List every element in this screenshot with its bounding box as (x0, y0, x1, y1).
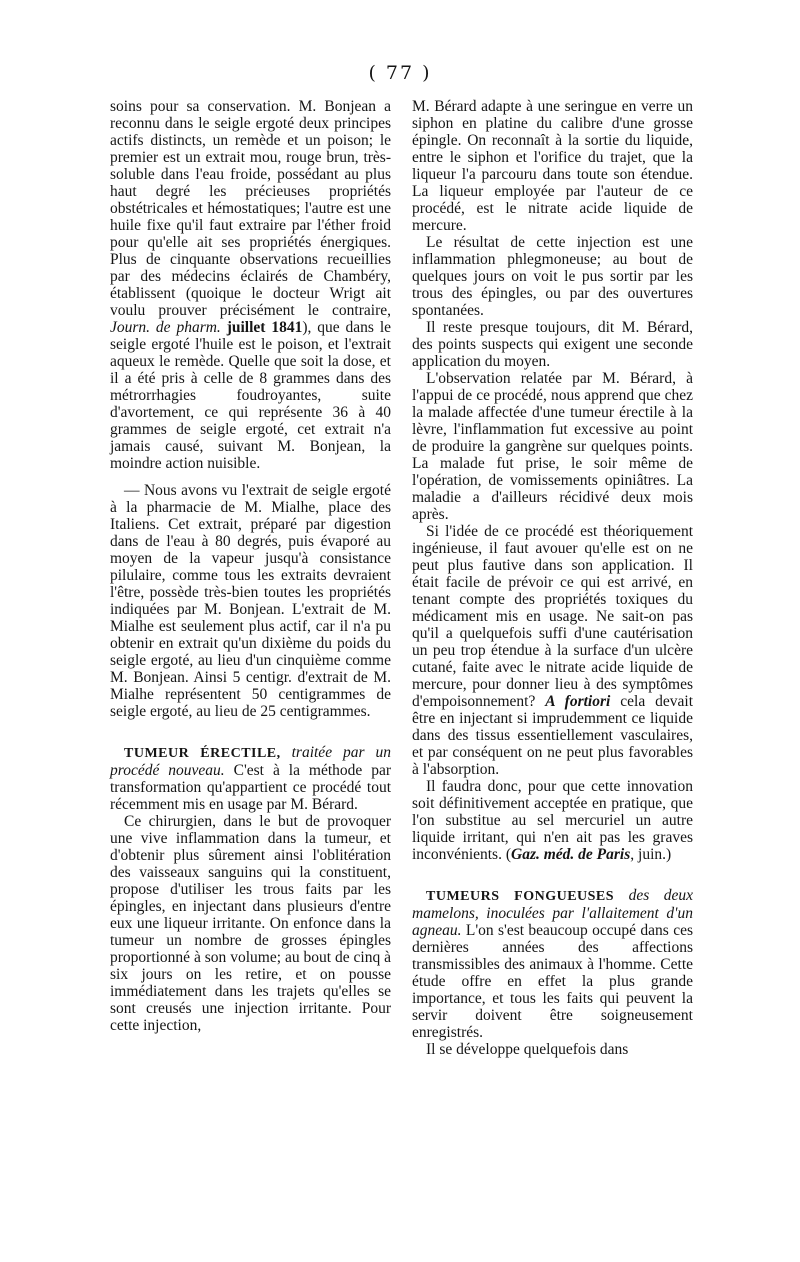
section-heading-subtitle: traitée par un procédé nouveau. (110, 744, 391, 779)
paragraph-text: L'on s'est beaucoup occupé dans ces dernières années des affections transmissibles des animaux à l'homme. Cette étude offre en effet la plus grande importance, et tous les faits qui peuvent la servir doivent être soigneusement enregistrés. (412, 922, 693, 1041)
paragraph-text: soins pour sa conservation. M. Bonjean a reconnu dans le seigle ergoté deux principes actifs distincts, un remède et un poison; le premier est un extrait mou, rouge brun, très-soluble dans l'eau froide, possédant au plus haut degré les précieuses propriétés obstétricales et hémostatiques; l'autre est une huile fixe qu'il faut extraire par l'éther froid pour qu'elle ait ses propriétés énergiques. Plus de cinquante observations recueillies par des médecins éclairés de Chambéry, établissent (quoique le docteur Wrigt ait voulu prouver précisément le contraire, (110, 98, 391, 319)
paragraph (110, 98, 391, 472)
paragraph: Ce chirurgien, dans le but de provoquer une vive inflammation dans la tumeur, et d'obtenir plus sûrement ainsi l'oblitération des vaisseaux sanguins qui la constituent, propose d'utiliser les trous faits par les épingles, en injectant dans plusieurs d'entre eux une liqueur irritante. On enfonce dans la tumeur un nombre de grosses épingles proportionné à son volume; au bout de cinq à six jours on les retire, et on pousse immédiatement dans les trajets qu'elles se sont creusés une injection irritante. Pour cette injection, (110, 813, 391, 1034)
reference-date: juillet 1841 (226, 319, 303, 336)
paragraph-text: Si l'idée de ce procédé est théoriquement ingénieuse, il faut avouer qu'elle est on ne peut plus fautive dans son application. Il était facile de prévoir ce qui est arrivé, en tenant compte des propriétés toxiques du médicament mis en usage. Ne sait-on pas qu'il a quelquefois suffi d'une cautérisation un peu trop étendue à la surface d'un ulcère cutané, faite avec le nitrate acide liquide de mercure, pour donner lieu à des symptômes d'empoisonnement? (412, 523, 693, 710)
paragraph: Le résultat de cette injection est une inflammation phlegmoneuse; au bout de quelques jours on voit le pus sortir par les trous des épingles, ou par des ouvertures spontanées. (412, 234, 693, 319)
paragraph: Il reste presque toujours, dit M. Bérard, des points suspects qui exigent une seconde application du moyen. (412, 319, 693, 370)
journal-reference: Journ. de pharm. (110, 319, 221, 336)
page-number: ( 77 ) (368, 62, 432, 84)
paragraph: L'observation relatée par M. Bérard, à l'appui de ce procédé, nous apprend que chez la malade affectée d'une tumeur érectile à la lèvre, l'inflammation fut excessive au point de produire la gangrène sur quelques points. La malade fut prise, le soir même de l'opération, de vomissements opiniâtres. La maladie a d'ailleurs récidivé deux mois après. (412, 370, 693, 523)
paragraph (412, 523, 693, 778)
right-column (412, 98, 693, 1058)
paragraph: Il se développe quelquefois dans (426, 1041, 629, 1058)
section-heading-subtitle: des deux mamelons, inoculées par l'allaitement d'un agneau. (412, 887, 694, 939)
paragraph (412, 778, 693, 863)
latin-phrase: A fortiori (545, 693, 611, 710)
paragraph-text: C'est à la méthode par transformation qu'appartient ce procédé tout récemment mis en usage par M. Bérard. (110, 762, 392, 813)
paragraph-text: cela devait être en injectant si imprudemment ce liquide dans des tissus essentiellement vasculaires, et par conséquent on ne peut plus favorables à l'absorption. (412, 693, 694, 778)
paragraph-text: ), que dans le seigle ergoté l'huile est le poison, et l'extrait aqueux le remède. Quelle que soit la dose, et il a été pris à celle de 8 grammes dans des métrorrhagies foudroyantes, suite d'avortement, ce qui représente 36 à 40 grammes de seigle ergoté, cet extrait n'a jamais causé, suivant M. Bonjean, la moindre action nuisible. (110, 319, 392, 472)
reference-date: , juin.) (630, 846, 672, 863)
paragraph: — Nous avons vu l'extrait de seigle ergoté à la pharmacie de M. Mialhe, place des Italiens. Cet extrait, préparé par digestion dans de l'eau à 80 degrés, puis évaporé au moyen de la vapeur jusqu'à consistance pilulaire, comme tous les extraits devraient l'être, possède très-bien toutes les propriétés indiquées par M. Bonjean. L'extrait de M. Mialhe est seulement plus actif, car il n'a pu obtenir en extrait qu'un dixième du poids du seigle ergoté, au lieu d'un cinquième comme M. Bonjean. Ainsi 5 centigr. d'extrait de M. Mialhe représentent 50 centigrammes de seigle ergoté, au lieu de 25 centigrammes. (110, 482, 391, 720)
section-heading-title: TUMEURS FONGUEUSES (426, 889, 615, 904)
paragraph: M. Bérard adapte à une seringue en verre un siphon en platine du calibre d'une grosse épingle. On reconnaît à la sortie du liquide, entre le siphon et l'orifice du trajet, que la liqueur l'a parcouru dans toute son étendue. La liqueur employée par l'auteur de ce procédé, est le nitrate acide liquide de mercure. (412, 98, 693, 234)
left-column (110, 98, 391, 1034)
paragraph-text: Il faudra donc, pour que cette innovation soit définitivement acceptée en pratique, que l'on substitue au sel mercuriel un autre liquide irritant, qui n'en ait pas les graves inconvénients. ( (412, 778, 693, 863)
journal-reference: Gaz. méd. de Paris (511, 846, 631, 863)
section-heading (110, 744, 391, 813)
section-heading (412, 887, 693, 1041)
section-heading-title: TUMEUR ÉRECTILE, (124, 746, 281, 761)
